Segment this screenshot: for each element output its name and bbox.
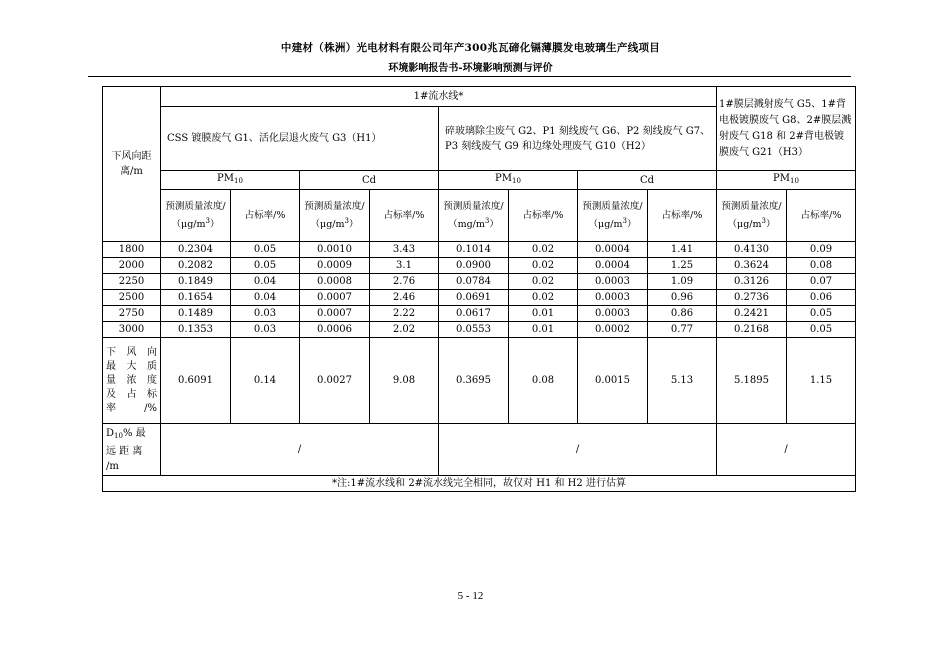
table-note: *注:1#流水线和 2#流水线完全相同，故仅对 H1 和 H2 进行估算 bbox=[103, 476, 856, 492]
value-cell: 0.08 bbox=[787, 258, 856, 274]
value-cell: 0.01 bbox=[509, 322, 578, 338]
document-header-subtitle: 环境影响报告书-环境影响预测与评价 bbox=[388, 63, 553, 74]
ratio-header: 占标率/% bbox=[648, 190, 717, 242]
value-cell: 0.04 bbox=[231, 290, 300, 306]
value-cell: 0.0004 bbox=[578, 242, 648, 258]
value-cell: 0.05 bbox=[231, 242, 300, 258]
value-cell: 0.0003 bbox=[578, 290, 648, 306]
distance-cell: 2750 bbox=[103, 306, 161, 322]
prediction-table bbox=[102, 86, 856, 492]
header-rule bbox=[88, 76, 851, 77]
value-cell: 0.0006 bbox=[300, 322, 370, 338]
value-cell: 0.05 bbox=[787, 322, 856, 338]
pred-conc-header: 预测质量浓度/ $(mg/m^3)$ bbox=[439, 190, 509, 242]
distance-cell: 3000 bbox=[103, 322, 161, 338]
value-cell: 0.3624 bbox=[717, 258, 787, 274]
value-cell: 0.02 bbox=[509, 290, 578, 306]
value-cell: 0.1654 bbox=[161, 290, 231, 306]
pred-conc-header: 预测质量浓度/ $(\mu g/m^3)$ bbox=[161, 190, 231, 242]
value-cell: 0.02 bbox=[509, 258, 578, 274]
table-row bbox=[103, 322, 856, 338]
value-cell: 0.1353 bbox=[161, 322, 231, 338]
ratio-header: 占标率/% bbox=[787, 190, 856, 242]
value-cell: 0.1014 bbox=[439, 242, 509, 258]
value-cell: 0.0010 bbox=[300, 242, 370, 258]
value-cell: 2.76 bbox=[370, 274, 439, 290]
value-cell: 0.86 bbox=[648, 306, 717, 322]
h2-pm10-header: $PM_{10}$ bbox=[439, 171, 578, 190]
value-cell: 0.03 bbox=[231, 306, 300, 322]
h1-header: CSS 镀膜废气 G1、活化层退火废气 G3（H1） bbox=[161, 107, 439, 171]
value-cell: 0.0008 bbox=[300, 274, 370, 290]
max-cell: 0.08 bbox=[509, 338, 578, 424]
pred-conc-header: 预测质量浓度/ $(\mu g/m^3)$ bbox=[717, 190, 787, 242]
table-row bbox=[103, 274, 856, 290]
h3-pm10-header: $PM_{10}$ bbox=[717, 171, 856, 190]
pred-conc-header: 预测质量浓度/ $(\mu g/m^3)$ bbox=[578, 190, 648, 242]
max-cell: 9.08 bbox=[370, 338, 439, 424]
ratio-header: 占标率/% bbox=[509, 190, 578, 242]
value-cell: 0.0784 bbox=[439, 274, 509, 290]
ratio-header: 占标率/% bbox=[231, 190, 300, 242]
table-row bbox=[103, 306, 856, 322]
distance-cell: 2000 bbox=[103, 258, 161, 274]
max-cell: 0.0027 bbox=[300, 338, 370, 424]
max-cell: 0.14 bbox=[231, 338, 300, 424]
max-cell: 0.6091 bbox=[161, 338, 231, 424]
d10-cell-h1: / bbox=[161, 424, 439, 476]
value-cell: 0.0009 bbox=[300, 258, 370, 274]
value-cell: 0.0691 bbox=[439, 290, 509, 306]
value-cell: 0.0553 bbox=[439, 322, 509, 338]
value-cell: 1.41 bbox=[648, 242, 717, 258]
value-cell: 2.02 bbox=[370, 322, 439, 338]
max-cell: 5.1895 bbox=[717, 338, 787, 424]
value-cell: 0.0007 bbox=[300, 290, 370, 306]
value-cell: 0.06 bbox=[787, 290, 856, 306]
table-row bbox=[103, 242, 856, 258]
max-cell: 5.13 bbox=[648, 338, 717, 424]
value-cell: 0.2168 bbox=[717, 322, 787, 338]
value-cell: 0.2421 bbox=[717, 306, 787, 322]
value-cell: 0.2082 bbox=[161, 258, 231, 274]
value-cell: 0.96 bbox=[648, 290, 717, 306]
max-cell: 0.0015 bbox=[578, 338, 648, 424]
max-cell: 0.3695 bbox=[439, 338, 509, 424]
value-cell: 0.0003 bbox=[578, 306, 648, 322]
value-cell: 0.09 bbox=[787, 242, 856, 258]
distance-cell: 2250 bbox=[103, 274, 161, 290]
value-cell: 0.0617 bbox=[439, 306, 509, 322]
value-cell: 0.07 bbox=[787, 274, 856, 290]
h2-header: 碎玻璃除尘废气 G2、P1 刻线废气 G6、P2 刻线废气 G7、P3 刻线废气 G9 和边缘处理废气 G10（H2） bbox=[439, 107, 717, 171]
value-cell: 0.0900 bbox=[439, 258, 509, 274]
row-header-distance: 下风向距离/m bbox=[103, 87, 161, 242]
value-cell: 0.77 bbox=[648, 322, 717, 338]
value-cell: 1.09 bbox=[648, 274, 717, 290]
value-cell: 0.2304 bbox=[161, 242, 231, 258]
table-row bbox=[103, 290, 856, 306]
value-cell: 0.01 bbox=[509, 306, 578, 322]
value-cell: 2.46 bbox=[370, 290, 439, 306]
h1-pm10-header: $PM_{10}$ bbox=[161, 171, 300, 190]
value-cell: 0.0007 bbox=[300, 306, 370, 322]
d10-cell-h2: / bbox=[439, 424, 717, 476]
distance-cell: 2500 bbox=[103, 290, 161, 306]
value-cell: 3.1 bbox=[370, 258, 439, 274]
value-cell: 0.02 bbox=[509, 242, 578, 258]
value-cell: 0.05 bbox=[787, 306, 856, 322]
line1-header: 1#流水线* bbox=[161, 87, 717, 107]
value-cell: 0.0003 bbox=[578, 274, 648, 290]
d10-row-label: $D_{10}\%$ 最 远 距 离 /m bbox=[103, 424, 161, 476]
table-row bbox=[103, 258, 856, 274]
value-cell: 0.0004 bbox=[578, 258, 648, 274]
value-cell: 3.43 bbox=[370, 242, 439, 258]
value-cell: 0.05 bbox=[231, 258, 300, 274]
page-number: 5 - 12 bbox=[457, 590, 484, 602]
h3-header: 1#膜层溅射废气 G5、1#背电极镀膜废气 G8、2#膜层溅射废气 G18 和 2#背电极镀膜废气 G21（H3） bbox=[717, 87, 856, 171]
value-cell: 2.22 bbox=[370, 306, 439, 322]
pred-conc-header: 预测质量浓度/ $(\mu g/m^3)$ bbox=[300, 190, 370, 242]
value-cell: 1.25 bbox=[648, 258, 717, 274]
value-cell: 0.04 bbox=[231, 274, 300, 290]
value-cell: 0.1849 bbox=[161, 274, 231, 290]
max-cell: 1.15 bbox=[787, 338, 856, 424]
document-header-title: 中建材（株洲）光电材料有限公司年产300兆瓦碲化镉薄膜发电玻璃生产线项目 bbox=[280, 42, 661, 54]
value-cell: 0.0002 bbox=[578, 322, 648, 338]
value-cell: 0.03 bbox=[231, 322, 300, 338]
value-cell: 0.3126 bbox=[717, 274, 787, 290]
value-cell: 0.1489 bbox=[161, 306, 231, 322]
d10-cell-h3: / bbox=[717, 424, 856, 476]
distance-cell: 1800 bbox=[103, 242, 161, 258]
ratio-header: 占标率/% bbox=[370, 190, 439, 242]
h1-cd-header: Cd bbox=[300, 171, 439, 190]
max-row-label: 下 风 向 最 大 质 量 浓 度 及 占 标 率/% bbox=[103, 338, 161, 424]
value-cell: 0.02 bbox=[509, 274, 578, 290]
value-cell: 0.2736 bbox=[717, 290, 787, 306]
h2-cd-header: Cd bbox=[578, 171, 717, 190]
value-cell: 0.4130 bbox=[717, 242, 787, 258]
